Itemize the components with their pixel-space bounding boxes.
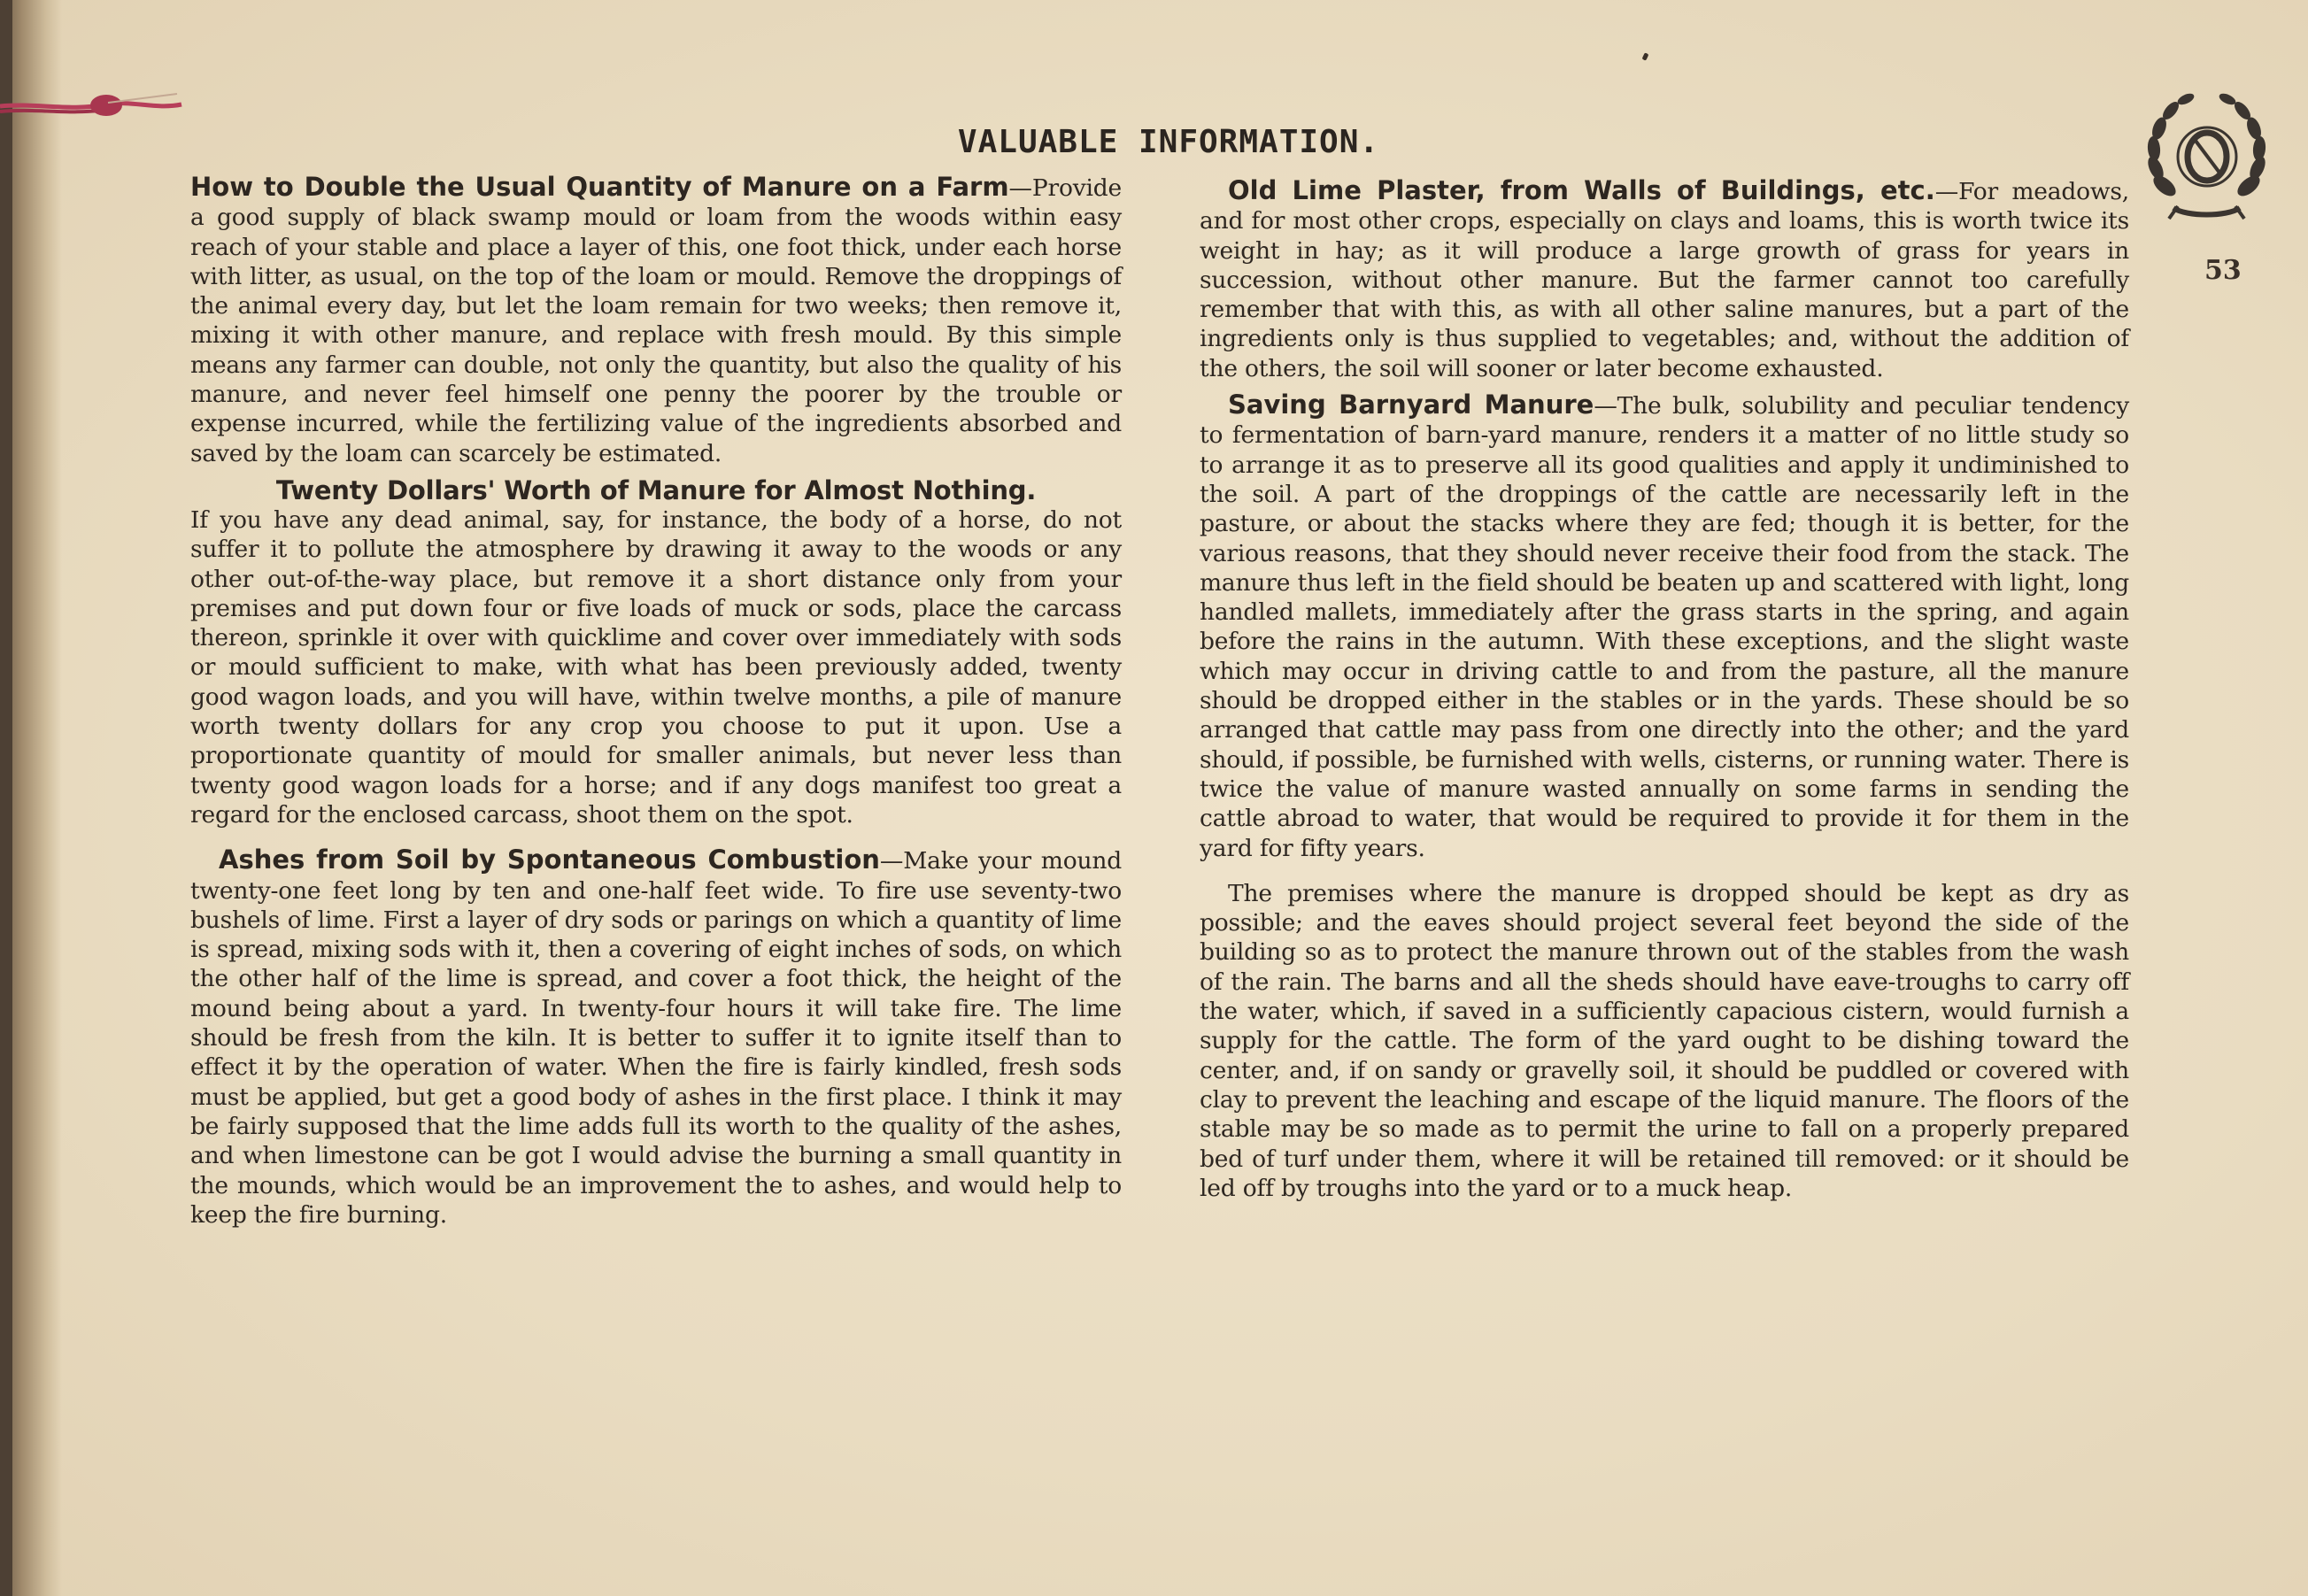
article-heading: Ashes from Soil by Spontaneous Combustion bbox=[219, 844, 880, 875]
article-body: —Make your mound twenty-one feet long by ten and one-half feet wide. To fire use seventy-two bushels of lime. First a layer of dry sods or parings on which a quantity of lime is spread, mixing sods with it, then a covering of eight inches of sods, on which the other half of the lime is spread, and cover a foot thick, the height of the mound being about a yard. In twenty-four hours it will take fire. The lime should be fresh from the kiln. It is better to suffer it to ignite itself than to effect it by the operation of water. When the fire is fairly kindled, fresh sods must be applied, but get a good body of ashes in the first place. I think it may be fairly supposed that the lime adds full its worth to the quality of the ashes, and when limestone can be got I would advise the burning a small quantity in the mounds, which would be an improvement the to ashes, and would help to keep the fire burning. bbox=[190, 847, 1122, 1229]
article-body: If you have any dead animal, say, for instance, the body of a horse, do not suffer it to pollute the atmosphere by drawing it away to the woods or any other out-of-the-way place, but remove it a short distance only from your premises and put down four or five loads of muck or sods, place the carcass thereon, sprinkle it over with quicklime and cover over immediately with sods or mould sufficient to make, with what has been previously added, twenty good wagon loads, and you will have, within twelve months, a pile of manure worth twenty dollars for any crop you choose to put it upon. Use a proportionate quantity of mould for smaller animals, but never less than twenty good wagon loads for a horse; and if any dogs manifest too great a regard for the enclosed carcass, shoot them on the spot. bbox=[190, 505, 1122, 829]
laurel-wreath-emblem-icon bbox=[2138, 84, 2275, 226]
article-premises bbox=[1200, 879, 2129, 1203]
ink-speck bbox=[1642, 52, 1649, 60]
article-lime-plaster bbox=[1200, 176, 2129, 383]
binding-edge bbox=[0, 0, 12, 1596]
article-body: —Provide a good supply of black swamp mould or loam from the woods within easy reach of your stable and place a layer of this, one foot thick, under each horse with litter, as usual, on the top of the loam or mould. Remove the droppings of the animal every day, but let the loam remain for two weeks; then remove it, mixing it with other manure, and replace with fresh mould. By this simple means any farmer can double, not only the quantity, but also the quality of his manure, and never feel himself one penny the poorer by the trouble or expense incurred, while the fertilizing value of the ingredients absorbed and saved by the loam can scarcely be estimated. bbox=[190, 174, 1122, 467]
article-heading: Old Lime Plaster, from Walls of Buildings, etc. bbox=[1228, 175, 1935, 205]
article-barnyard-manure bbox=[1200, 390, 2129, 863]
page-number: 53 bbox=[2204, 255, 2242, 286]
article-ashes bbox=[190, 845, 1122, 1230]
article-heading: How to Double the Usual Quantity of Manure on a Farm bbox=[190, 172, 1009, 202]
article-heading: Saving Barnyard Manure bbox=[1228, 389, 1594, 420]
article-body: —For meadows, and for most other crops, especially on clays and loams, this is worth twice its weight in hay; as it will produce a large growth of grass for years in succession, without other manure. But the farmer cannot too carefully remember that with this, as with all other saline manures, but a part of the ingredients only is thus supplied to vegetables; and, without the addition of the others, the soil will sooner or later become exhausted. bbox=[1200, 178, 2129, 382]
binding-thread bbox=[0, 87, 186, 131]
article-twenty-dollars bbox=[190, 505, 1122, 829]
article-manure-double bbox=[190, 173, 1122, 468]
page-title: VALUABLE INFORMATION. bbox=[957, 124, 1380, 160]
right-column bbox=[1200, 176, 2129, 1210]
article-body: —The bulk, solubility and peculiar tendency to fermentation of barn-yard manure, renders it a matter of no little study so to arrange it as to preserve all its good qualities and apply it undiminished to the soil. A part of the droppings of the cattle are necessarily left in the pasture, or about the stacks where they are fed; though it is better, for the various reasons, that they should never receive their food from the stack. The manure thus left in the field should be beaten up and scattered with light, long handled mallets, immediately after the grass starts in the spring, and again before the rains in the autumn. With these exceptions, and the slight waste which may occur in driving cattle to and from the pasture, all the manure should be dropped either in the stables or in the yards. These should be so arranged that cattle may pass from one directly into the other; and the yard should, if possible, be furnished with wells, cisterns, or running water. There is twice the value of manure wasted annually on some farms in sending the cattle abroad to water, that would be required to provide it for them in the yard for fifty years. bbox=[1200, 392, 2129, 862]
article-body: The premises where the manure is dropped should be kept as dry as possible; and the eaves should project several feet beyond the side of the building so as to protect the manure thrown out of the stables from the wash of the rain. The barns and all the sheds should have eave-troughs to carry off the water, which, if saved in a sufficiently capacious cistern, would furnish a supply for the cattle. The form of the yard ought to be dishing toward the center, and, if on sandy or gravelly soil, it should be puddled or covered with clay to prevent the leaching and escape of the liquid manure. The floors of the stable may be so made as to permit the urine to fall on a properly prepared bed of turf under them, where it will be retained till removed: or it should be led off by troughs into the yard or to a muck heap. bbox=[1200, 879, 2129, 1202]
left-column bbox=[190, 173, 1122, 1237]
article-heading: Twenty Dollars' Worth of Manure for Almost Nothing. bbox=[275, 474, 1037, 505]
